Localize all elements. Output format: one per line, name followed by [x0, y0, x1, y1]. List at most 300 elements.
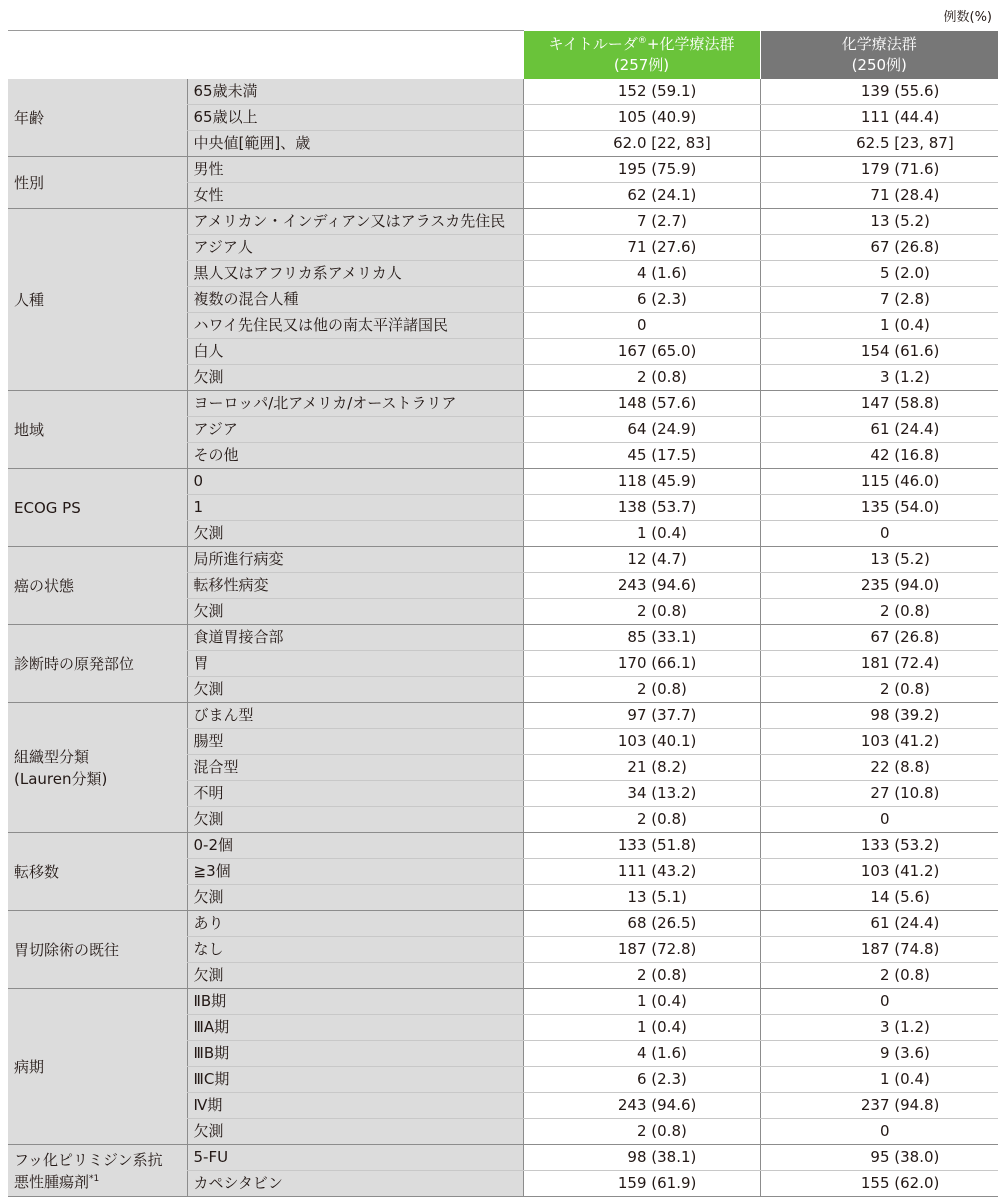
chemo-value-cell [760, 1145, 998, 1171]
row-item-label: ⅢC期 [187, 1067, 523, 1093]
keytruda-value-cell [523, 963, 760, 989]
keytruda-count: 195 [617, 160, 647, 178]
keytruda-count: 1 [636, 524, 647, 542]
row-item-label: 0-2個 [187, 833, 523, 859]
chemo-value-cell [760, 1015, 998, 1041]
keytruda-count: 7 [636, 212, 647, 230]
category-label [8, 209, 187, 391]
keytruda-count: 167 [617, 342, 647, 360]
chemo-count: 71 [870, 186, 890, 204]
row-item-label: 1 [187, 495, 523, 521]
keytruda-percent: (17.5) [651, 446, 697, 464]
row-item-label: 男性 [187, 157, 523, 183]
row-item-label: その他 [187, 443, 523, 469]
keytruda-percent: (59.1) [651, 82, 697, 100]
baseline-characteristics-table [8, 30, 998, 1197]
keytruda-count: 138 [617, 498, 647, 516]
chemo-value-cell [760, 469, 998, 495]
keytruda-count: 98 [627, 1148, 647, 1166]
row-item-label: 0 [187, 469, 523, 495]
chemo-percent: (39.2) [894, 706, 940, 724]
row-item-label: 不明 [187, 781, 523, 807]
chemo-value-cell [760, 807, 998, 833]
category-label [8, 469, 187, 547]
keytruda-value-cell [523, 1093, 760, 1119]
chemo-count: 103 [860, 732, 890, 750]
keytruda-count: 243 [617, 576, 647, 594]
keytruda-percent: (65.0) [651, 342, 697, 360]
category-label [8, 703, 187, 833]
row-item-label: 欠測 [187, 521, 523, 547]
keytruda-percent: (2.3) [651, 290, 687, 308]
chemo-value-cell [760, 209, 998, 235]
keytruda-value-cell [523, 79, 760, 105]
keytruda-count: 71 [627, 238, 647, 256]
row-item-label: 欠測 [187, 885, 523, 911]
chemo-value-cell [760, 157, 998, 183]
category-label-line: 人種 [14, 290, 45, 309]
chemo-count: 22 [870, 758, 890, 776]
chemo-count: 61 [870, 420, 890, 438]
keytruda-percent: (0.4) [651, 992, 687, 1010]
chemo-percent: (1.2) [894, 1018, 930, 1036]
chemo-value-cell [760, 937, 998, 963]
row-item-label: なし [187, 937, 523, 963]
row-item-label: びまん型 [187, 703, 523, 729]
chemo-percent: (26.8) [894, 238, 940, 256]
chemo-count: 42 [870, 446, 890, 464]
chemo-count: 9 [879, 1044, 890, 1062]
keytruda-value-cell [523, 235, 760, 261]
chemo-count: 103 [860, 862, 890, 880]
keytruda-percent: (2.7) [651, 212, 687, 230]
keytruda-count: 13 [627, 888, 647, 906]
chemo-count: 0 [879, 810, 890, 828]
keytruda-count: 0 [636, 316, 647, 334]
keytruda-count: 1 [636, 992, 647, 1010]
row-item-label: 65歳未満 [187, 79, 523, 105]
keytruda-value-cell [523, 1171, 760, 1197]
chemo-count: 2 [879, 966, 890, 984]
table-row [8, 989, 998, 1015]
chemo-value-cell [760, 131, 998, 157]
table-row [8, 911, 998, 937]
keytruda-count: 62.0 [613, 134, 647, 152]
row-item-label: 黒人又はアフリカ系アメリカ人 [187, 261, 523, 287]
keytruda-percent: (61.9) [651, 1174, 697, 1192]
keytruda-percent: (13.2) [651, 784, 697, 802]
keytruda-count: 187 [617, 940, 647, 958]
chemo-value-cell [760, 79, 998, 105]
keytruda-count: 148 [617, 394, 647, 412]
category-label [8, 79, 187, 157]
chemo-value-cell [760, 989, 998, 1015]
keytruda-value-cell [523, 1015, 760, 1041]
chemo-column-header [760, 31, 998, 80]
chemo-value-cell [760, 235, 998, 261]
keytruda-count: 2 [636, 810, 647, 828]
chemo-count: 0 [879, 992, 890, 1010]
category-label-line: 組織型分類 [14, 747, 90, 766]
chemo-count: 98 [870, 706, 890, 724]
table-row [8, 157, 998, 183]
row-item-label: 欠測 [187, 1119, 523, 1145]
keytruda-percent: (72.8) [651, 940, 697, 958]
keytruda-percent: (8.2) [651, 758, 687, 776]
keytruda-percent: (43.2) [651, 862, 697, 880]
keytruda-percent: [22, 83] [651, 134, 711, 152]
keytruda-value-cell [523, 833, 760, 859]
chemo-percent: (26.8) [894, 628, 940, 646]
keytruda-count: 45 [627, 446, 647, 464]
chemo-value-cell [760, 365, 998, 391]
row-item-label: 欠測 [187, 677, 523, 703]
chemo-value-cell [760, 599, 998, 625]
keytruda-value-cell [523, 287, 760, 313]
keytruda-count: 103 [617, 732, 647, 750]
keytruda-percent: (40.9) [651, 108, 697, 126]
keytruda-count: 2 [636, 602, 647, 620]
chemo-percent: (8.8) [894, 758, 930, 776]
chemo-count: 3 [879, 1018, 890, 1036]
chemo-value-cell [760, 417, 998, 443]
chemo-count: 2 [879, 602, 890, 620]
keytruda-count: 12 [627, 550, 647, 568]
row-item-label: Ⅳ期 [187, 1093, 523, 1119]
chemo-count: 13 [870, 550, 890, 568]
chemo-count: 61 [870, 914, 890, 932]
chemo-percent: (94.0) [894, 576, 940, 594]
chemo-percent: (16.8) [894, 446, 940, 464]
keytruda-count: 85 [627, 628, 647, 646]
row-item-label: ⅡB期 [187, 989, 523, 1015]
row-item-label: アメリカン・インディアン又はアラスカ先住民 [187, 209, 523, 235]
category-label [8, 1145, 187, 1197]
keytruda-value-cell [523, 469, 760, 495]
chemo-percent: (2.0) [894, 264, 930, 282]
chemo-count: 115 [860, 472, 890, 490]
chemo-value-cell [760, 963, 998, 989]
keytruda-value-cell [523, 443, 760, 469]
row-item-label: 欠測 [187, 365, 523, 391]
keytruda-header-title: キイトルーダ®+化学療法群 [548, 34, 735, 53]
chemo-percent: (3.6) [894, 1044, 930, 1062]
chemo-count: 154 [860, 342, 890, 360]
keytruda-value-cell [523, 677, 760, 703]
chemo-percent: (0.4) [894, 316, 930, 334]
chemo-value-cell [760, 391, 998, 417]
chemo-percent: (54.0) [894, 498, 940, 516]
keytruda-value-cell [523, 313, 760, 339]
table-header-row [8, 31, 998, 80]
chemo-count: 62.5 [856, 134, 890, 152]
chemo-count: 95 [870, 1148, 890, 1166]
row-item-label: 胃 [187, 651, 523, 677]
chemo-value-cell [760, 313, 998, 339]
keytruda-value-cell [523, 261, 760, 287]
keytruda-value-cell [523, 417, 760, 443]
keytruda-percent: (37.7) [651, 706, 697, 724]
keytruda-value-cell [523, 521, 760, 547]
keytruda-count: 21 [627, 758, 647, 776]
keytruda-count: 2 [636, 368, 647, 386]
chemo-percent: (10.8) [894, 784, 940, 802]
chemo-percent: (0.8) [894, 966, 930, 984]
chemo-value-cell [760, 105, 998, 131]
keytruda-count: 1 [636, 1018, 647, 1036]
keytruda-percent: (4.7) [651, 550, 687, 568]
keytruda-value-cell [523, 599, 760, 625]
chemo-percent: (62.0) [894, 1174, 940, 1192]
keytruda-count: 170 [617, 654, 647, 672]
chemo-count: 67 [870, 628, 890, 646]
keytruda-count: 6 [636, 290, 647, 308]
keytruda-count: 105 [617, 108, 647, 126]
keytruda-value-cell [523, 391, 760, 417]
chemo-count: 3 [879, 368, 890, 386]
row-item-label: ≧3個 [187, 859, 523, 885]
chemo-count: 2 [879, 680, 890, 698]
category-label-line: ECOG PS [14, 498, 81, 517]
chemo-value-cell [760, 573, 998, 599]
keytruda-percent: (94.6) [651, 1096, 697, 1114]
row-item-label: ハワイ先住民又は他の南太平洋諸国民 [187, 313, 523, 339]
chemo-percent: (0.4) [894, 1070, 930, 1088]
keytruda-chemo-column-header [523, 31, 760, 80]
keytruda-percent: (0.8) [651, 966, 687, 984]
keytruda-value-cell [523, 651, 760, 677]
keytruda-percent: (66.1) [651, 654, 697, 672]
keytruda-count: 97 [627, 706, 647, 724]
category-label [8, 391, 187, 469]
keytruda-value-cell [523, 209, 760, 235]
superscript-mark: ® [637, 35, 647, 46]
keytruda-count: 62 [627, 186, 647, 204]
category-label [8, 157, 187, 209]
chemo-value-cell [760, 1093, 998, 1119]
keytruda-count: 4 [636, 1044, 647, 1062]
keytruda-percent: (2.3) [651, 1070, 687, 1088]
category-label [8, 547, 187, 625]
chemo-percent: (58.8) [894, 394, 940, 412]
keytruda-header-count: (257例) [613, 55, 670, 74]
chemo-count: 1 [879, 1070, 890, 1088]
row-item-label: 女性 [187, 183, 523, 209]
chemo-count: 235 [860, 576, 890, 594]
chemo-value-cell [760, 495, 998, 521]
chemo-count: 133 [860, 836, 890, 854]
chemo-count: 187 [860, 940, 890, 958]
keytruda-value-cell [523, 859, 760, 885]
keytruda-count: 4 [636, 264, 647, 282]
category-label [8, 911, 187, 989]
chemo-percent: (28.4) [894, 186, 940, 204]
chemo-count: 179 [860, 160, 890, 178]
chemo-value-cell [760, 677, 998, 703]
chemo-percent: (41.2) [894, 862, 940, 880]
keytruda-percent: (0.8) [651, 1122, 687, 1140]
table-row [8, 703, 998, 729]
chemo-value-cell [760, 1171, 998, 1197]
chemo-count: 181 [860, 654, 890, 672]
chemo-count: 5 [879, 264, 890, 282]
header-blank [8, 31, 523, 80]
keytruda-value-cell [523, 131, 760, 157]
chemo-percent: (5.2) [894, 212, 930, 230]
chemo-value-cell [760, 183, 998, 209]
keytruda-value-cell [523, 911, 760, 937]
chemo-value-cell [760, 781, 998, 807]
keytruda-value-cell [523, 729, 760, 755]
superscript-mark: *1 [89, 1173, 100, 1184]
row-item-label: 5-FU [187, 1145, 523, 1171]
chemo-count: 1 [879, 316, 890, 334]
keytruda-count: 2 [636, 966, 647, 984]
chemo-percent: (5.2) [894, 550, 930, 568]
chemo-value-cell [760, 729, 998, 755]
chemo-value-cell [760, 755, 998, 781]
table-row [8, 391, 998, 417]
chemo-count: 147 [860, 394, 890, 412]
row-item-label: 複数の混合人種 [187, 287, 523, 313]
chemo-count: 67 [870, 238, 890, 256]
keytruda-value-cell [523, 339, 760, 365]
chemo-percent: (24.4) [894, 420, 940, 438]
chemo-percent: (53.2) [894, 836, 940, 854]
category-label-line: 地域 [14, 420, 45, 439]
keytruda-percent: (33.1) [651, 628, 697, 646]
keytruda-percent: (5.1) [651, 888, 687, 906]
chemo-percent: (55.6) [894, 82, 940, 100]
chemo-value-cell [760, 885, 998, 911]
keytruda-count: 34 [627, 784, 647, 802]
keytruda-value-cell [523, 989, 760, 1015]
category-label [8, 625, 187, 703]
keytruda-value-cell [523, 105, 760, 131]
keytruda-value-cell [523, 807, 760, 833]
keytruda-count: 243 [617, 1096, 647, 1114]
keytruda-percent: (24.1) [651, 186, 697, 204]
keytruda-count: 2 [636, 1122, 647, 1140]
keytruda-count: 2 [636, 680, 647, 698]
chemo-value-cell [760, 911, 998, 937]
chemo-percent: (41.2) [894, 732, 940, 750]
category-label-line: 診断時の原発部位 [14, 654, 135, 673]
keytruda-count: 68 [627, 914, 647, 932]
keytruda-count: 118 [617, 472, 647, 490]
chemo-percent: (44.4) [894, 108, 940, 126]
category-label [8, 833, 187, 911]
row-item-label: カペシタビン [187, 1171, 523, 1197]
category-label-line: (Lauren分類) [14, 769, 108, 788]
keytruda-value-cell [523, 495, 760, 521]
chemo-count: 237 [860, 1096, 890, 1114]
chemo-value-cell [760, 625, 998, 651]
chemo-count: 0 [879, 524, 890, 542]
chemo-count: 139 [860, 82, 890, 100]
category-label-line: フッ化ピリミジン系抗 [14, 1150, 163, 1169]
chemo-percent: (2.8) [894, 290, 930, 308]
keytruda-percent: (0.8) [651, 602, 687, 620]
keytruda-count: 6 [636, 1070, 647, 1088]
keytruda-percent: (0.8) [651, 680, 687, 698]
keytruda-value-cell [523, 547, 760, 573]
keytruda-percent: (26.5) [651, 914, 697, 932]
row-item-label: 局所進行病変 [187, 547, 523, 573]
chemo-count: 13 [870, 212, 890, 230]
chemo-percent: (38.0) [894, 1148, 940, 1166]
table-row [8, 79, 998, 105]
keytruda-value-cell [523, 937, 760, 963]
table-row [8, 547, 998, 573]
row-item-label: ⅢB期 [187, 1041, 523, 1067]
table-row [8, 833, 998, 859]
category-label-line: 癌の状態 [14, 576, 75, 595]
chemo-count: 0 [879, 1122, 890, 1140]
chemo-percent: (71.6) [894, 160, 940, 178]
chemo-percent: (61.6) [894, 342, 940, 360]
keytruda-percent: (0.8) [651, 368, 687, 386]
category-label-line: 転移数 [14, 862, 60, 881]
keytruda-value-cell [523, 183, 760, 209]
chemo-percent: (0.8) [894, 680, 930, 698]
table-row [8, 1145, 998, 1171]
row-item-label: ヨーロッパ/北アメリカ/オーストラリア [187, 391, 523, 417]
chemo-percent: (24.4) [894, 914, 940, 932]
chemo-count: 155 [860, 1174, 890, 1192]
table-row [8, 469, 998, 495]
chemo-percent: (94.8) [894, 1096, 940, 1114]
chemo-value-cell [760, 651, 998, 677]
keytruda-percent: (45.9) [651, 472, 697, 490]
row-item-label: 欠測 [187, 599, 523, 625]
chemo-percent: (0.8) [894, 602, 930, 620]
row-item-label: 欠測 [187, 963, 523, 989]
category-label [8, 989, 187, 1145]
keytruda-value-cell [523, 365, 760, 391]
keytruda-percent: (0.4) [651, 524, 687, 542]
chemo-value-cell [760, 1041, 998, 1067]
row-item-label: 中央値[範囲]、歳 [187, 131, 523, 157]
chemo-count: 7 [879, 290, 890, 308]
keytruda-count: 133 [617, 836, 647, 854]
chemo-value-cell [760, 521, 998, 547]
chemo-value-cell [760, 1119, 998, 1145]
keytruda-value-cell [523, 703, 760, 729]
keytruda-count: 159 [617, 1174, 647, 1192]
keytruda-percent: (94.6) [651, 576, 697, 594]
keytruda-value-cell [523, 1145, 760, 1171]
chemo-percent: (46.0) [894, 472, 940, 490]
keytruda-percent: (1.6) [651, 1044, 687, 1062]
category-label-line: 病期 [14, 1057, 45, 1076]
chemo-count: 111 [860, 108, 890, 126]
row-item-label: 混合型 [187, 755, 523, 781]
keytruda-value-cell [523, 625, 760, 651]
table-row [8, 209, 998, 235]
chemo-value-cell [760, 703, 998, 729]
chemo-count: 135 [860, 498, 890, 516]
keytruda-percent: (0.8) [651, 810, 687, 828]
chemo-value-cell [760, 833, 998, 859]
category-label-line: 性別 [14, 173, 45, 192]
keytruda-value-cell [523, 1067, 760, 1093]
keytruda-percent: (27.6) [651, 238, 697, 256]
row-item-label: 腸型 [187, 729, 523, 755]
chemo-header-title: 化学療法群 [841, 34, 917, 53]
row-item-label: アジア人 [187, 235, 523, 261]
keytruda-count: 64 [627, 420, 647, 438]
